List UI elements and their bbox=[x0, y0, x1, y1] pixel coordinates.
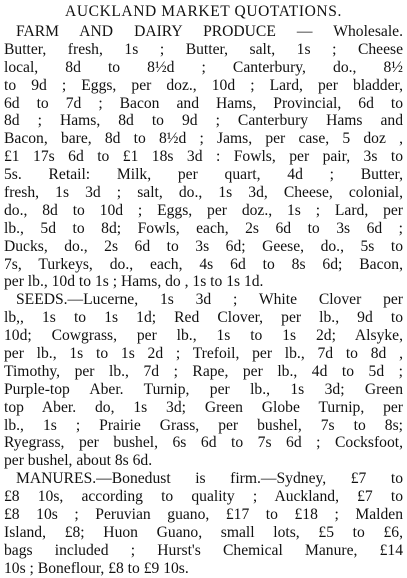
article-line: Butter, fresh, 1s ; Butter, salt, 1s ; Cheese bbox=[4, 40, 403, 58]
article-line: 10d; Cowgrass, per lb., 1s to 1s 2d; Alsyke, bbox=[4, 327, 403, 345]
article-line: lb., 1s ; Prairie Grass, per bushel, 7s to 8s; bbox=[4, 416, 403, 434]
article-line: Ryegrass, per bushel, 6s 6d to 7s 6d ; Cocksfoot, bbox=[4, 434, 403, 452]
article-line: lb., 5d to 8d; Fowls, each, 2s 6d to 3s 6d ; bbox=[4, 219, 403, 237]
article-line: Timothy, per lb., 7d ; Rape, per lb., 4d to 5d ; bbox=[4, 362, 403, 380]
article-line: 7s, Turkeys, do., each, 4s 6d to 8s 6d; Bacon, bbox=[4, 255, 403, 273]
article-line: MANURES.—Bonedust is firm.—Sydney, £7 to bbox=[16, 470, 403, 488]
article-line: £8 10s ; Peruvian guano, £17 to £18 ; Malden bbox=[4, 506, 403, 524]
article-line: per lb., 10d to 1s ; Hams, do , 1s to 1s 1d. bbox=[4, 273, 264, 291]
article-title: AUCKLAND MARKET QUOTATIONS. bbox=[65, 3, 342, 20]
article-line: to 9d ; Eggs, per doz., 10d ; Lard, per bladder, bbox=[4, 76, 403, 94]
article-line: 5s. Retail: Milk, per quart, 4d ; Butter, bbox=[4, 166, 403, 184]
article-line: 8d ; Hams, 8d to 9d ; Canterbury Hams and bbox=[4, 112, 403, 130]
article-line: bags included ; Hurst's Chemical Manure, £14 bbox=[4, 541, 403, 559]
article-line: per lb., 1s to 1s 2d ; Trefoil, per lb., 7d to 8d , bbox=[4, 345, 403, 363]
article-line: 6d to 7d ; Bacon and Hams, Provincial, 6d to bbox=[4, 94, 403, 112]
article-line: lb,, 1s to 1s 1d; Red Clover, per lb., 9d to bbox=[4, 309, 403, 327]
article-line: £8 10s, according to quality ; Auckland, £7 to bbox=[4, 488, 403, 506]
article-line: local, 8d to 8½d ; Canterbury, do., 8½ bbox=[4, 58, 403, 76]
article-line: fresh, 1s 3d ; salt, do., 1s 3d, Cheese, colonial, bbox=[4, 184, 403, 202]
article-line: Purple-top Aber. Turnip, per lb., 1s 3d; Green bbox=[4, 380, 403, 398]
article-line: Bacon, bare, 8d to 8½d ; Jams, per case, 5 doz , bbox=[4, 130, 403, 148]
article-line: Island, £8; Huon Guano, small lots, £5 to £6, bbox=[4, 523, 403, 541]
article-body bbox=[4, 23, 403, 578]
article-line: £1 17s 6d to £1 18s 3d : Fowls, per pair, 3s to bbox=[4, 148, 403, 166]
article-line: 10s ; Boneflour, £8 to £9 10s. bbox=[4, 559, 189, 577]
article-line: top Aber. do, 1s 3d; Green Globe Turnip, per bbox=[4, 398, 403, 416]
article-line: per bushel, about 8s 6d. bbox=[4, 452, 153, 470]
article-line: FARM AND DAIRY PRODUCE — Wholesale. bbox=[16, 23, 403, 40]
article-line: do., 8d to 10d ; Eggs, per doz., 1s ; Lard, per bbox=[4, 201, 403, 219]
article-line: SEEDS.—Lucerne, 1s 3d ; White Clover per bbox=[16, 291, 403, 309]
article-line: Ducks, do., 2s 6d to 3s 6d; Geese, do., 5s to bbox=[4, 237, 403, 255]
